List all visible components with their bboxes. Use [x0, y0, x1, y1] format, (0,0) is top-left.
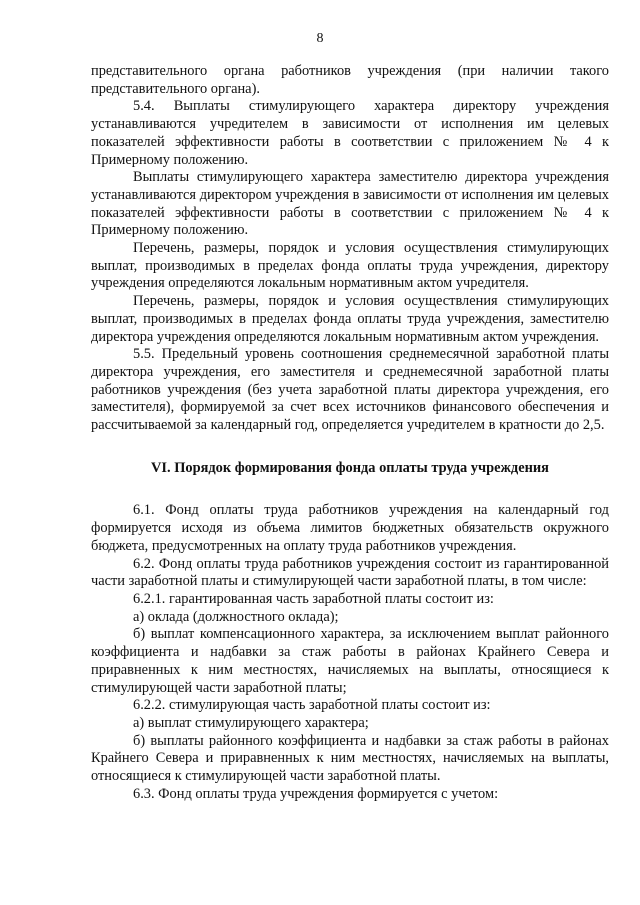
list-item-6-2-1-b: б) выплат компенсационного характера, за исключением выплат районного коэффициента и надбавки за стаж работы в районах Крайнего Севера и приравненных к ним местностях, начисляемых на выплаты, относящиеся к стимулирующей части заработной платы;	[91, 626, 609, 696]
section-heading: VI. Порядок формирования фонда оплаты труда учреждения	[151, 459, 549, 476]
paragraph-6-1: 6.1. Фонд оплаты труда работников учреждения на календарный год формируется исходя из объема лимитов бюджетных обязательств окружного бюджета, предусмотренных на оплату труда работников учреждения.	[91, 502, 609, 554]
list-item-6-2-2-b: б) выплаты районного коэффициента и надбавки за стаж работы в районах Крайнего Севера и приравненных к ним местностях, начисляемых на выплаты, относящиеся к стимулирующей части заработной платы.	[91, 732, 609, 785]
page-number: 8	[316, 31, 324, 46]
paragraph-6-3: 6.3. Фонд оплаты труда учреждения формируется с учетом:	[133, 785, 499, 802]
list-item-6-2-1-a: а) оклада (должностного оклада);	[133, 608, 339, 625]
list-item-6-2-2-a: а) выплат стимулирующего характера;	[133, 714, 369, 731]
paragraph-deputy-list: Перечень, размеры, порядок и условия осуществления стимулирующих выплат, производимых в пределах фонда оплаты труда учреждения, заместителю директора учреждения определяются локальным нормативным актом учреждения.	[91, 293, 609, 345]
document-body	[91, 63, 609, 803]
paragraph-5-5: 5.5. Предельный уровень соотношения среднемесячной заработной платы директора учреждения, его заместителя и среднемесячной заработной платы работников учреждения (без учета заработной платы директора учреждения, его заместителя), формируемой за счет всех источников финансового обеспечения и рассчитываемой за календарный год, определяется учредителем в кратности до 2,5.	[91, 346, 609, 434]
paragraph-continuation: представительного органа работников учреждения (при наличии такого представительного органа).	[91, 63, 609, 97]
paragraph-6-2-2: 6.2.2. стимулирующая часть заработной платы состоит из:	[133, 697, 491, 714]
paragraph-deputy-payments: Выплаты стимулирующего характера заместителю директора учреждения устанавливаются директором учреждения в зависимости от исполнения им целевых показателей эффективности работы в соответствии с приложением № 4 к Примерному положению.	[91, 169, 609, 239]
paragraph-6-2-1: 6.2.1. гарантированная часть заработной платы состоит из:	[133, 590, 494, 607]
paragraph-5-4: 5.4. Выплаты стимулирующего характера директору учреждения устанавливаются учредителем в зависимости от исполнения им целевых показателей эффективности работы в соответствии с приложением № 4 к Примерному положению.	[91, 98, 609, 168]
paragraph-director-list: Перечень, размеры, порядок и условия осуществления стимулирующих выплат, производимых в пределах фонда оплаты труда учреждения, директору учреждения определяются локальным нормативным актом учредителя.	[91, 240, 609, 292]
paragraph-6-2: 6.2. Фонд оплаты труда работников учреждения состоит из гарантированной части заработной платы и стимулирующей части заработной платы, в том числе:	[91, 555, 609, 590]
